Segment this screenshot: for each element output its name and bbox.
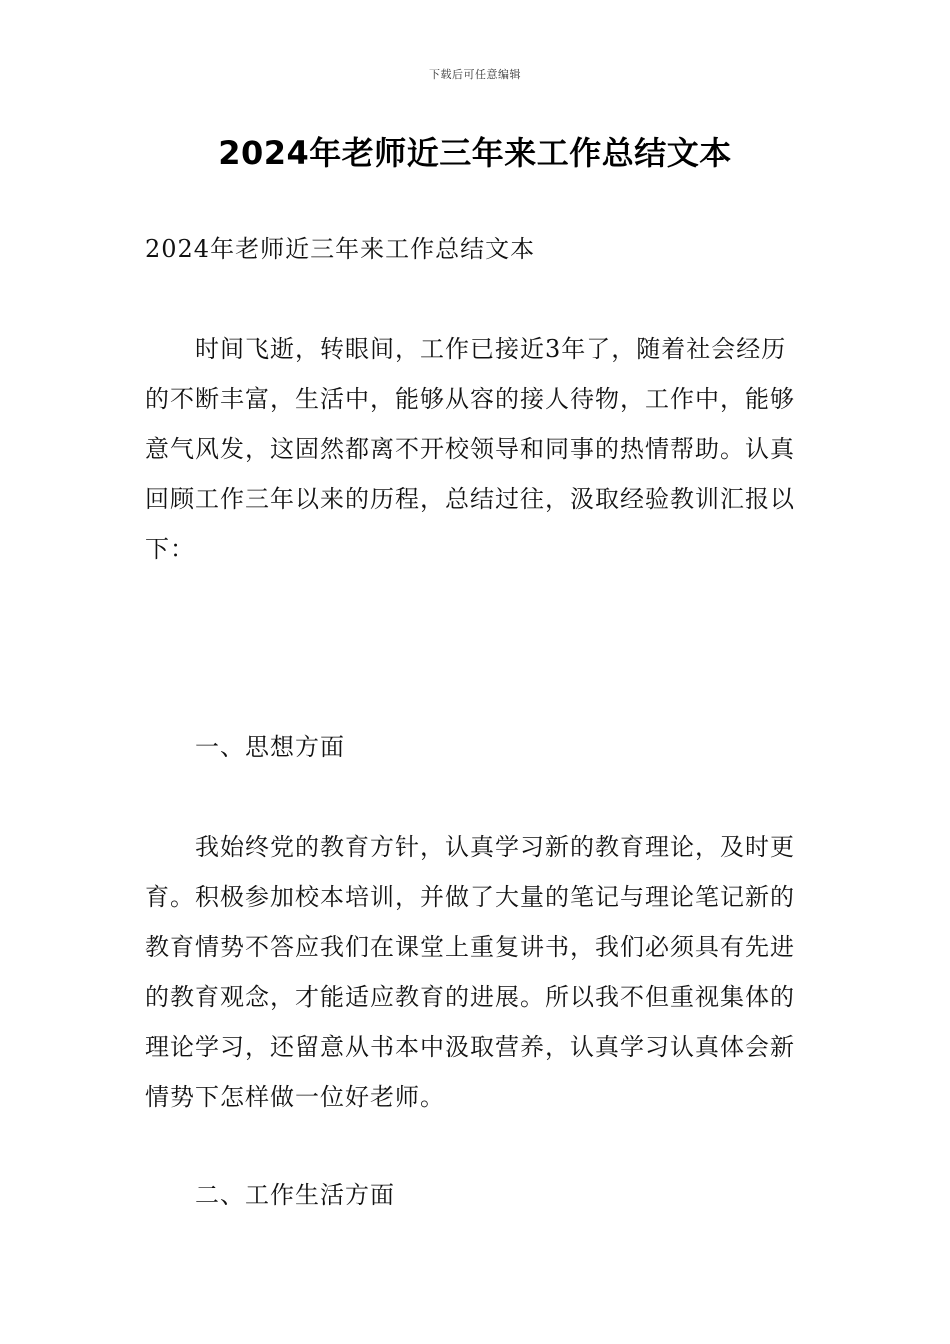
document-title: 2024年老师近三年来工作总结文本 (218, 134, 732, 172)
section-heading-work-life: 二、工作生活方面 (195, 1181, 395, 1209)
intro-paragraph: 时间飞逝，转眼间，工作已接近3年了，随着社会经历的不断丰富，生活中，能够从容的接人待物，工作中，能够意气风发，这固然都离不开校领导和同事的热情帮助。认真回顾工作三年以来的历程，总结过往，汲取经验教训汇报以下： (145, 335, 795, 563)
document-subtitle: 2024年老师近三年来工作总结文本 (145, 235, 536, 263)
header-note: 下载后可任意编辑 (429, 68, 521, 81)
section-paragraph-thought: 我始终党的教育方针，认真学习新的教育理论，及时更育。积极参加校本培训，并做了大量的笔记与理论笔记新的教育情势不答应我们在课堂上重复讲书，我们必须具有先进的教育观念，才能适应教育的进展。所以我不但重视集体的理论学习，还留意从书本中汲取营养，认真学习认真体会新情势下怎样做一位好老师。 (145, 833, 795, 1111)
section-heading-thought: 一、思想方面 (195, 733, 345, 761)
